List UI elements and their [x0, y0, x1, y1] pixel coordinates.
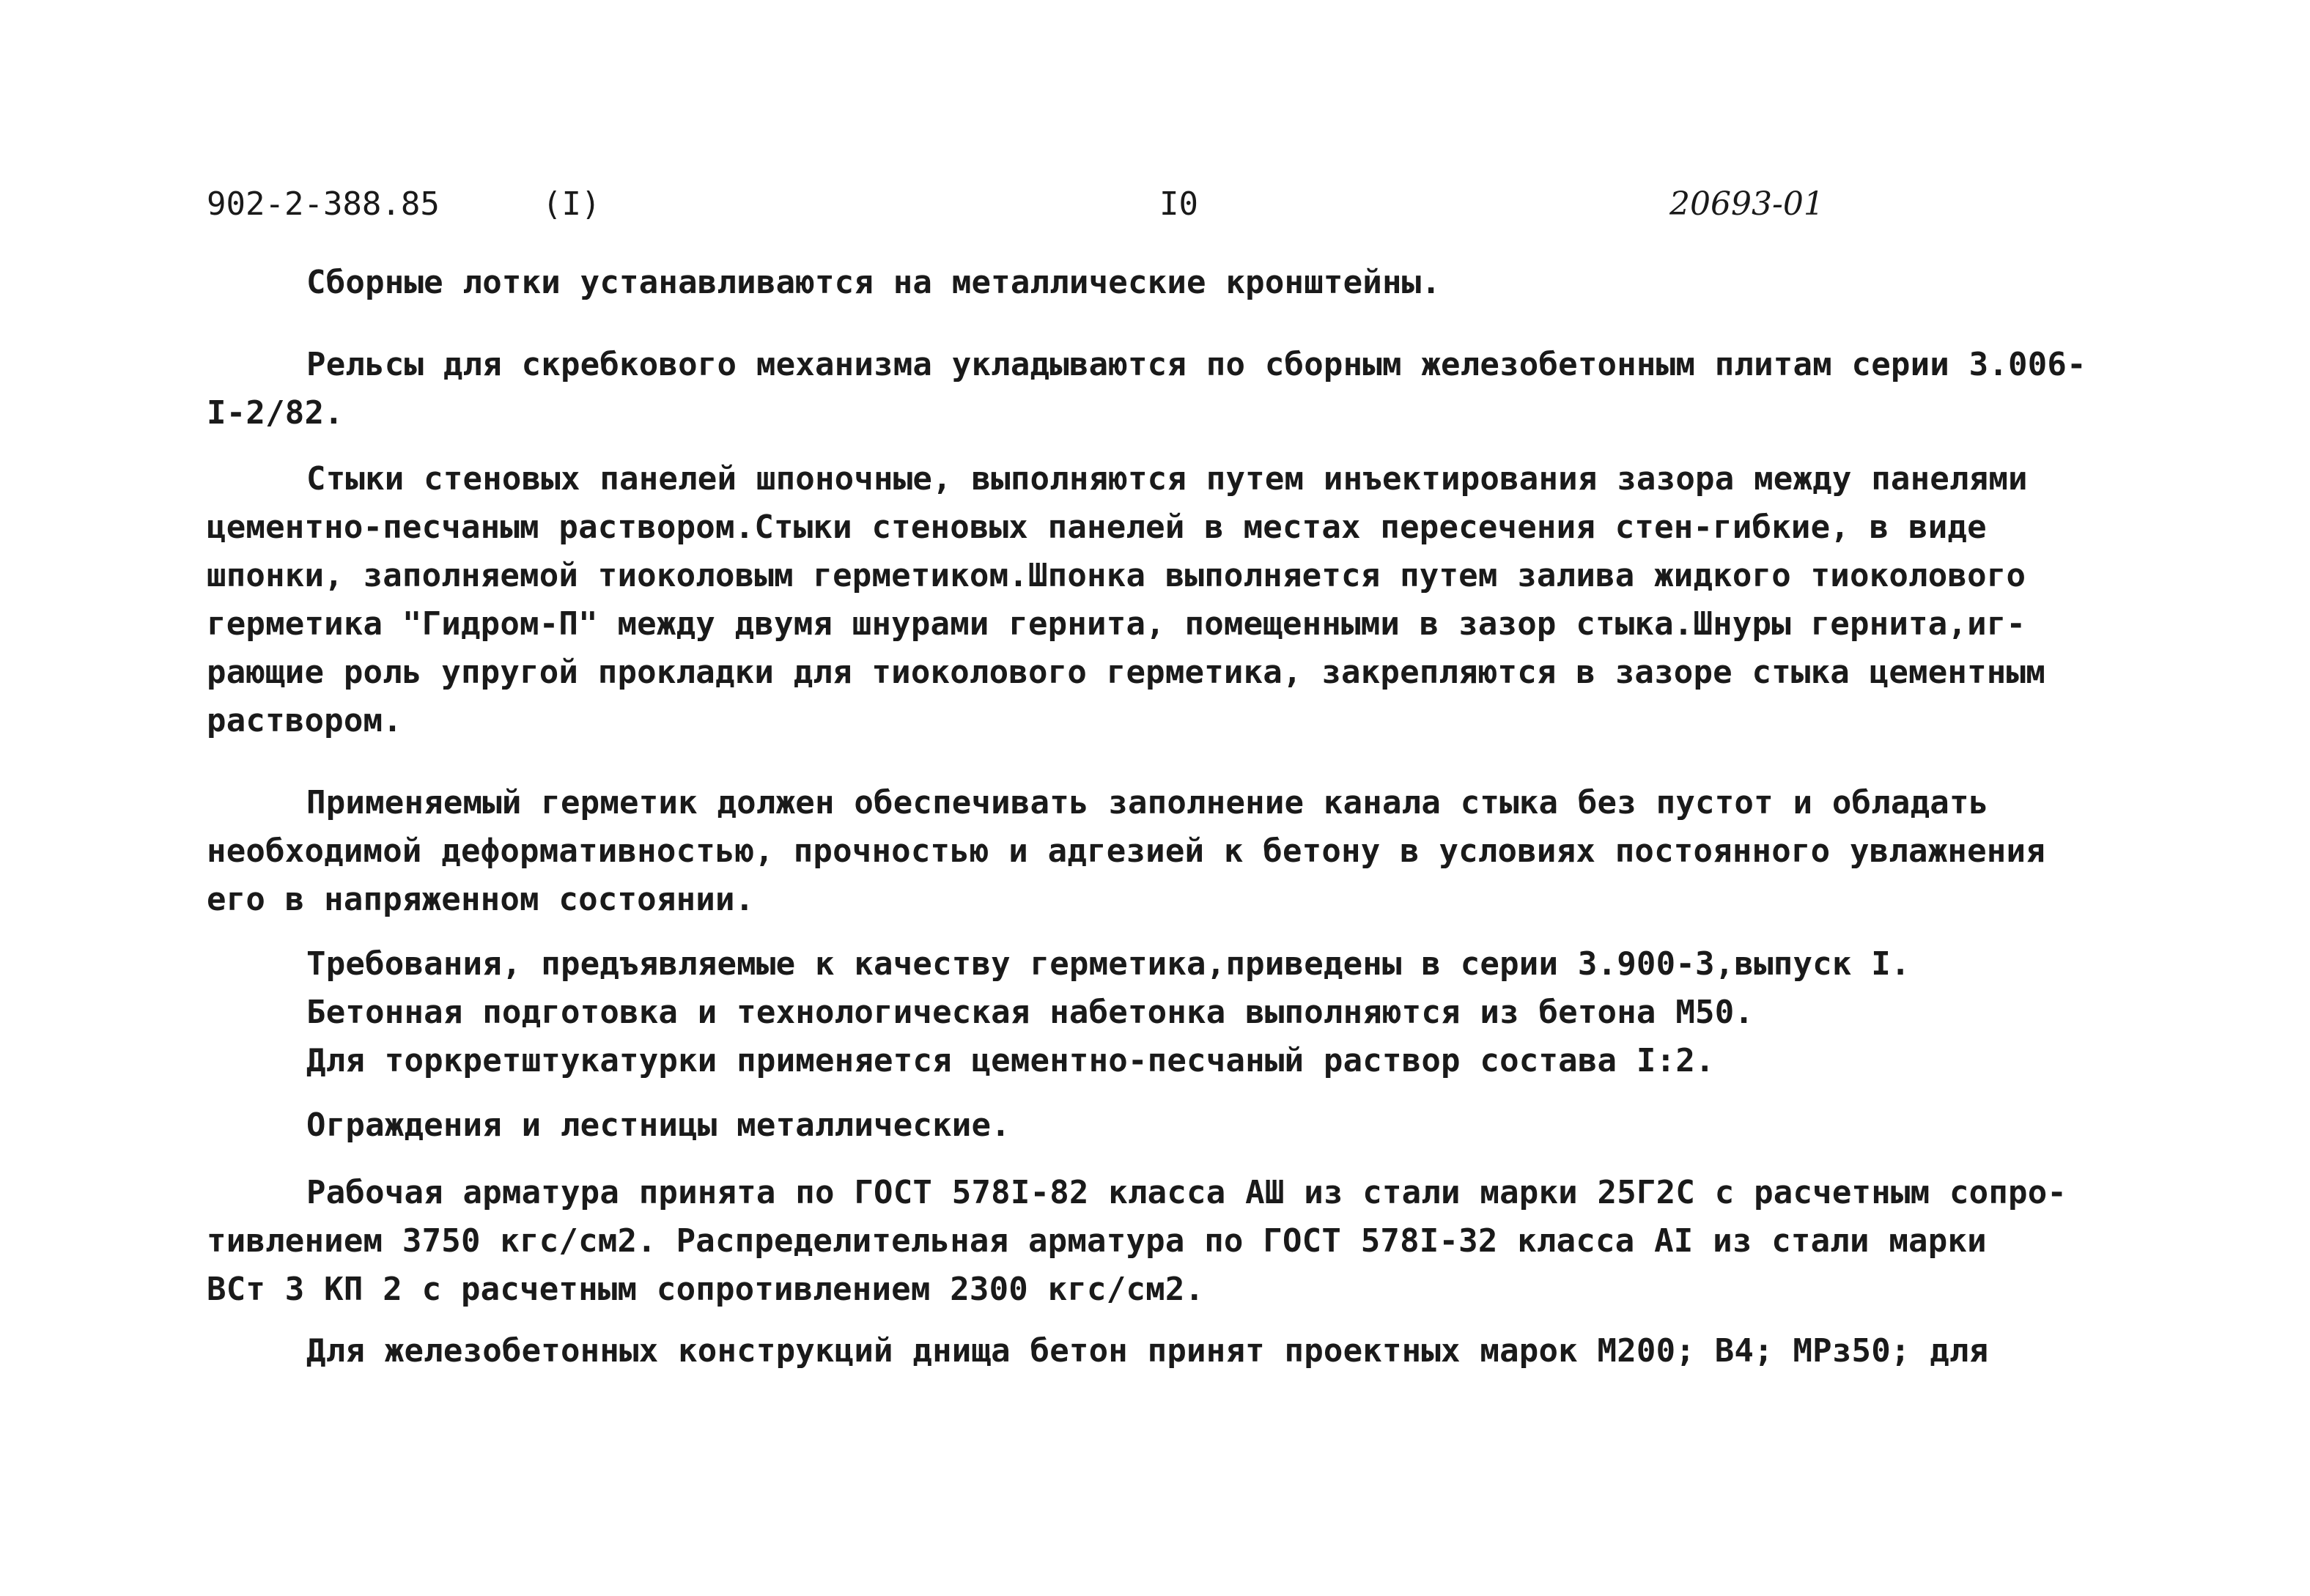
page-number: I0 — [1159, 185, 1198, 223]
text-line: Для торкретштукатурки применяется цементно-песчаный раствор состава I:2. — [306, 1042, 1715, 1079]
text-line: Сборные лотки устанавливаются на металлические кронштейны. — [306, 264, 1442, 301]
document-code: 902-2-388.85 — [207, 185, 440, 223]
text-line: рающие роль упругой прокладки для тиоколового герметика, закрепляются в зазоре стыка цементным — [207, 654, 2045, 691]
text-line: Рабочая арматура принята по ГОСТ 578I-82 класса АШ из стали марки 25Г2С с расчетным сопро- — [306, 1174, 2067, 1211]
text-line: Для железобетонных конструкций днища бетон принят проектных марок М200; В4; МРз50; для — [306, 1332, 1989, 1370]
text-line: Применяемый герметик должен обеспечивать заполнение канала стыка без пустот и обладать — [306, 784, 1989, 821]
text-line: необходимой деформативностью, прочностью и адгезией к бетону в условиях постоянного увлажнения — [207, 832, 2045, 870]
text-line: ВСт 3 КП 2 с расчетным сопротивлением 2300 кгс/см2. — [207, 1271, 1205, 1308]
text-line: цементно-песчаным раствором.Стыки стеновых панелей в местах пересечения стен-гибкие, в виде — [207, 509, 1987, 546]
text-line: Ограждения и лестницы металлические. — [306, 1107, 1011, 1144]
text-line: Рельсы для скребкового механизма укладываются по сборным железобетонным плитам серии 3.006- — [306, 346, 2086, 383]
inventory-number: 20693-01 — [1669, 185, 1824, 223]
text-line: I-2/82. — [207, 394, 344, 432]
text-line: его в напряженном состоянии. — [207, 881, 755, 918]
document-part: (I) — [542, 185, 601, 223]
text-line: шпонки, заполняемой тиоколовым герметиком.Шпонка выполняется путем залива жидкого тиоколового — [207, 557, 2026, 594]
text-line: раствором. — [207, 702, 402, 739]
text-line: тивлением 3750 кгс/см2. Распределительная арматура по ГОСТ 578I-32 класса АI из стали марки — [207, 1222, 1987, 1260]
text-line: Требования, предъявляемые к качеству герметика,приведены в серии 3.900-3,выпуск I. — [306, 945, 1911, 983]
text-line: герметика "Гидром-П" между двумя шнурами гернита, помещенными в зазор стыка.Шнуры гернита,иг- — [207, 605, 2026, 643]
text-line: Стыки стеновых панелей шпоночные, выполняются путем инъектирования зазора между панелями — [306, 460, 2028, 498]
text-line: Бетонная подготовка и технологическая набетонка выполняются из бетона М50. — [306, 994, 1754, 1031]
